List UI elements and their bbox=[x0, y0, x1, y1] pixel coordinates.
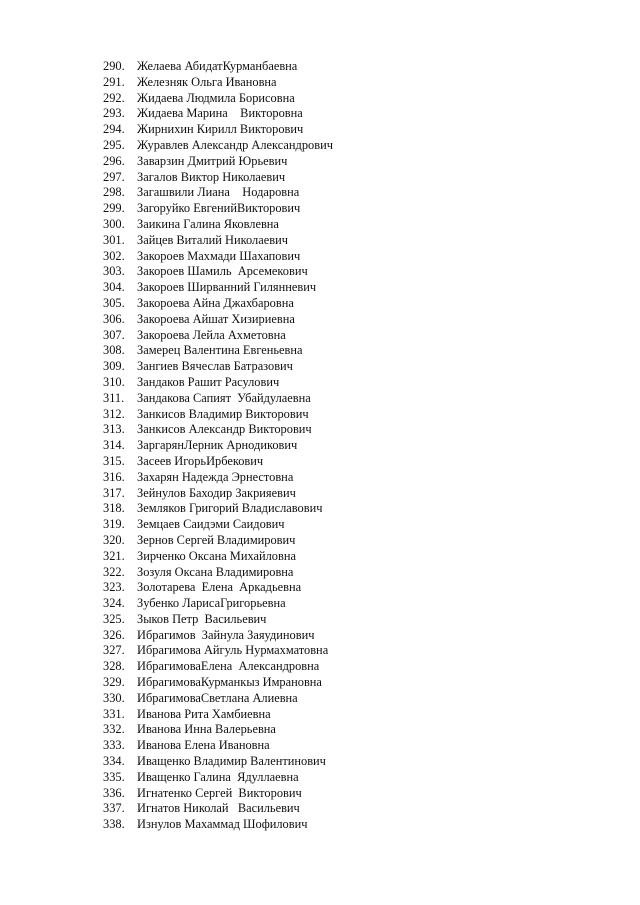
entry-name: Зыков Петр Васильевич bbox=[137, 611, 267, 626]
entry-name: Иванова Елена Ивановна bbox=[137, 738, 270, 753]
entry-name: Зубенко ЛарисаГригорьевна bbox=[137, 596, 286, 611]
entry-name: Закороева Айшат Хизириевна bbox=[137, 311, 295, 326]
entry-number: 327. bbox=[103, 643, 125, 658]
entry-name: Заварзин Дмитрий Юрьевич bbox=[137, 153, 288, 168]
entry-number: 328. bbox=[103, 659, 125, 674]
entry-number: 334. bbox=[103, 754, 125, 769]
list-item bbox=[103, 596, 333, 612]
entry-number: 313. bbox=[103, 422, 125, 437]
list-item bbox=[103, 801, 333, 817]
entry-number: 314. bbox=[103, 438, 125, 453]
entry-number: 323. bbox=[103, 580, 125, 595]
entry-name: Игнатенко Сергей Викторович bbox=[137, 785, 302, 800]
entry-name: Зангиев Вячеслав Батразович bbox=[137, 359, 293, 374]
entry-number: 290. bbox=[103, 59, 125, 73]
list-item bbox=[103, 691, 333, 707]
list-item bbox=[103, 675, 333, 691]
entry-name: Зейнулов Баходир Закрияевич bbox=[137, 485, 296, 500]
entry-number: 318. bbox=[103, 501, 125, 516]
entry-name: Зандакова Сапият Убайдулаевна bbox=[137, 390, 311, 405]
entry-number: 295. bbox=[103, 137, 125, 152]
entry-name: Желаева АбидатКурманбаевна bbox=[137, 59, 298, 73]
entry-name: Зайцев Виталий Николаевич bbox=[137, 232, 288, 247]
list-item bbox=[103, 407, 333, 423]
entry-number: 316. bbox=[103, 469, 125, 484]
list-item bbox=[103, 391, 333, 407]
list-item bbox=[103, 201, 333, 217]
entry-number: 337. bbox=[103, 801, 125, 816]
list-item bbox=[103, 138, 333, 154]
list-item bbox=[103, 280, 333, 296]
entry-number: 336. bbox=[103, 785, 125, 800]
entry-number: 312. bbox=[103, 406, 125, 421]
list-item bbox=[103, 786, 333, 802]
entry-number: 319. bbox=[103, 517, 125, 532]
entry-number: 294. bbox=[103, 122, 125, 137]
list-item bbox=[103, 580, 333, 596]
entry-number: 301. bbox=[103, 232, 125, 247]
list-item bbox=[103, 217, 333, 233]
entry-name: Загоруйко ЕвгенийВикторович bbox=[137, 201, 301, 216]
entry-name: Закороев Махмади Шахапович bbox=[137, 248, 301, 263]
list-item bbox=[103, 454, 333, 470]
entry-number: 310. bbox=[103, 374, 125, 389]
list-item bbox=[103, 233, 333, 249]
entry-number: 306. bbox=[103, 311, 125, 326]
entry-name: Железняк Ольга Ивановна bbox=[137, 74, 277, 89]
entry-number: 317. bbox=[103, 485, 125, 500]
list-item bbox=[103, 264, 333, 280]
entry-number: 303. bbox=[103, 264, 125, 279]
list-item bbox=[103, 328, 333, 344]
list-item bbox=[103, 75, 333, 91]
entry-name: Иващенко Владимир Валентинович bbox=[137, 754, 326, 769]
list-item bbox=[103, 375, 333, 391]
entry-number: 324. bbox=[103, 596, 125, 611]
list-item bbox=[103, 122, 333, 138]
entry-name: Захарян Надежда Эрнестовна bbox=[137, 469, 294, 484]
entry-number: 325. bbox=[103, 611, 125, 626]
entry-number: 320. bbox=[103, 532, 125, 547]
entry-number: 297. bbox=[103, 169, 125, 184]
entry-name: Замерец Валентина Евгеньевна bbox=[137, 343, 303, 358]
entry-number: 302. bbox=[103, 248, 125, 263]
entry-number: 305. bbox=[103, 295, 125, 310]
entry-name: ИбрагимоваКурманкыз Имрановна bbox=[137, 675, 322, 690]
list-item bbox=[103, 517, 333, 533]
entry-name: Жидаева Марина Викторовна bbox=[137, 106, 303, 121]
entry-name: ЗаргарянЛерник Арнодикович bbox=[137, 438, 298, 453]
list-item bbox=[103, 296, 333, 312]
list-item bbox=[103, 817, 333, 833]
entry-name: Зирченко Оксана Михайловна bbox=[137, 548, 296, 563]
list-item bbox=[103, 501, 333, 517]
list-item bbox=[103, 659, 333, 675]
entry-number: 309. bbox=[103, 359, 125, 374]
entry-number: 292. bbox=[103, 90, 125, 105]
entry-name: Жидаева Людмила Борисовна bbox=[137, 90, 295, 105]
entry-number: 321. bbox=[103, 548, 125, 563]
list-item bbox=[103, 612, 333, 628]
entry-number: 304. bbox=[103, 280, 125, 295]
list-item bbox=[103, 486, 333, 502]
entry-number: 330. bbox=[103, 690, 125, 705]
entry-number: 308. bbox=[103, 343, 125, 358]
list-item bbox=[103, 185, 333, 201]
entry-number: 300. bbox=[103, 216, 125, 231]
entry-name: Занкисов Александр Викторович bbox=[137, 422, 312, 437]
entry-number: 315. bbox=[103, 453, 125, 468]
list-item bbox=[103, 533, 333, 549]
entry-name: Занкисов Владимир Викторович bbox=[137, 406, 309, 421]
list-item bbox=[103, 359, 333, 375]
list-item bbox=[103, 91, 333, 107]
list-item bbox=[103, 770, 333, 786]
entry-number: 326. bbox=[103, 627, 125, 642]
entry-name: ИбрагимоваЕлена Александровна bbox=[137, 659, 320, 674]
entry-name: Ибрагимова Айгуль Нурмахматовна bbox=[137, 643, 329, 658]
list-item bbox=[103, 470, 333, 486]
entry-number: 296. bbox=[103, 153, 125, 168]
list-item bbox=[103, 738, 333, 754]
list-item bbox=[103, 707, 333, 723]
entry-number: 322. bbox=[103, 564, 125, 579]
entry-number: 331. bbox=[103, 706, 125, 721]
list-item bbox=[103, 754, 333, 770]
entry-number: 329. bbox=[103, 675, 125, 690]
entry-name: Золотарева Елена Аркадьевна bbox=[137, 580, 302, 595]
entry-number: 293. bbox=[103, 106, 125, 121]
list-item bbox=[103, 422, 333, 438]
entry-name: Засеев ИгорьИрбекович bbox=[137, 453, 264, 468]
entry-name: Земцаев Саидэми Саидович bbox=[137, 517, 285, 532]
entry-name: Зозуля Оксана Владимировна bbox=[137, 564, 294, 579]
list-item bbox=[103, 170, 333, 186]
entry-number: 333. bbox=[103, 738, 125, 753]
list-item bbox=[103, 106, 333, 122]
entry-name: Ибрагимов Зайнула Заяудинович bbox=[137, 627, 315, 642]
entry-number: 298. bbox=[103, 185, 125, 200]
list-item bbox=[103, 312, 333, 328]
entry-name: Загашвили Лиана Нодаровна bbox=[137, 185, 300, 200]
list-item bbox=[103, 438, 333, 454]
entry-name: Иванова Рита Хамбиевна bbox=[137, 706, 271, 721]
entry-name: Земляков Григорий Владиславович bbox=[137, 501, 323, 516]
list-item bbox=[103, 565, 333, 581]
list-item bbox=[103, 249, 333, 265]
list-item bbox=[103, 549, 333, 565]
list-item bbox=[103, 643, 333, 659]
entry-name: Игнатов Николай Васильевич bbox=[137, 801, 300, 816]
entry-name: Зандаков Рашит Расулович bbox=[137, 374, 280, 389]
entry-number: 291. bbox=[103, 74, 125, 89]
list-item bbox=[103, 343, 333, 359]
entry-number: 335. bbox=[103, 769, 125, 784]
entry-name: Журавлев Александр Александрович bbox=[137, 137, 333, 152]
entry-name: Зернов Сергей Владимирович bbox=[137, 532, 296, 547]
list-item bbox=[103, 722, 333, 738]
entry-name: Заикина Галина Яковлевна bbox=[137, 216, 279, 231]
entry-number: 299. bbox=[103, 201, 125, 216]
entry-name: Иванова Инна Валерьевна bbox=[137, 722, 276, 737]
name-list bbox=[103, 59, 333, 833]
entry-number: 332. bbox=[103, 722, 125, 737]
list-item bbox=[103, 628, 333, 644]
entry-name: Закороев Шамиль Арсемекович bbox=[137, 264, 308, 279]
entry-number: 307. bbox=[103, 327, 125, 342]
entry-name: Загалов Виктор Николаевич bbox=[137, 169, 286, 184]
entry-name: Изнулов Махаммад Шофилович bbox=[137, 817, 308, 832]
entry-name: Закороева Айна Джахбаровна bbox=[137, 295, 294, 310]
entry-name: ИбрагимоваСветлана Алиевна bbox=[137, 690, 298, 705]
entry-name: Закороев Ширванний Гилянневич bbox=[137, 280, 317, 295]
list-item bbox=[103, 59, 333, 75]
entry-number: 311. bbox=[103, 390, 125, 405]
entry-name: Закороева Лейла Ахметовна bbox=[137, 327, 286, 342]
entry-number: 338. bbox=[103, 817, 125, 832]
entry-name: Иващенко Галина Ядуллаевна bbox=[137, 769, 299, 784]
entry-name: Жирнихин Кирилл Викторович bbox=[137, 122, 304, 137]
list-item bbox=[103, 154, 333, 170]
